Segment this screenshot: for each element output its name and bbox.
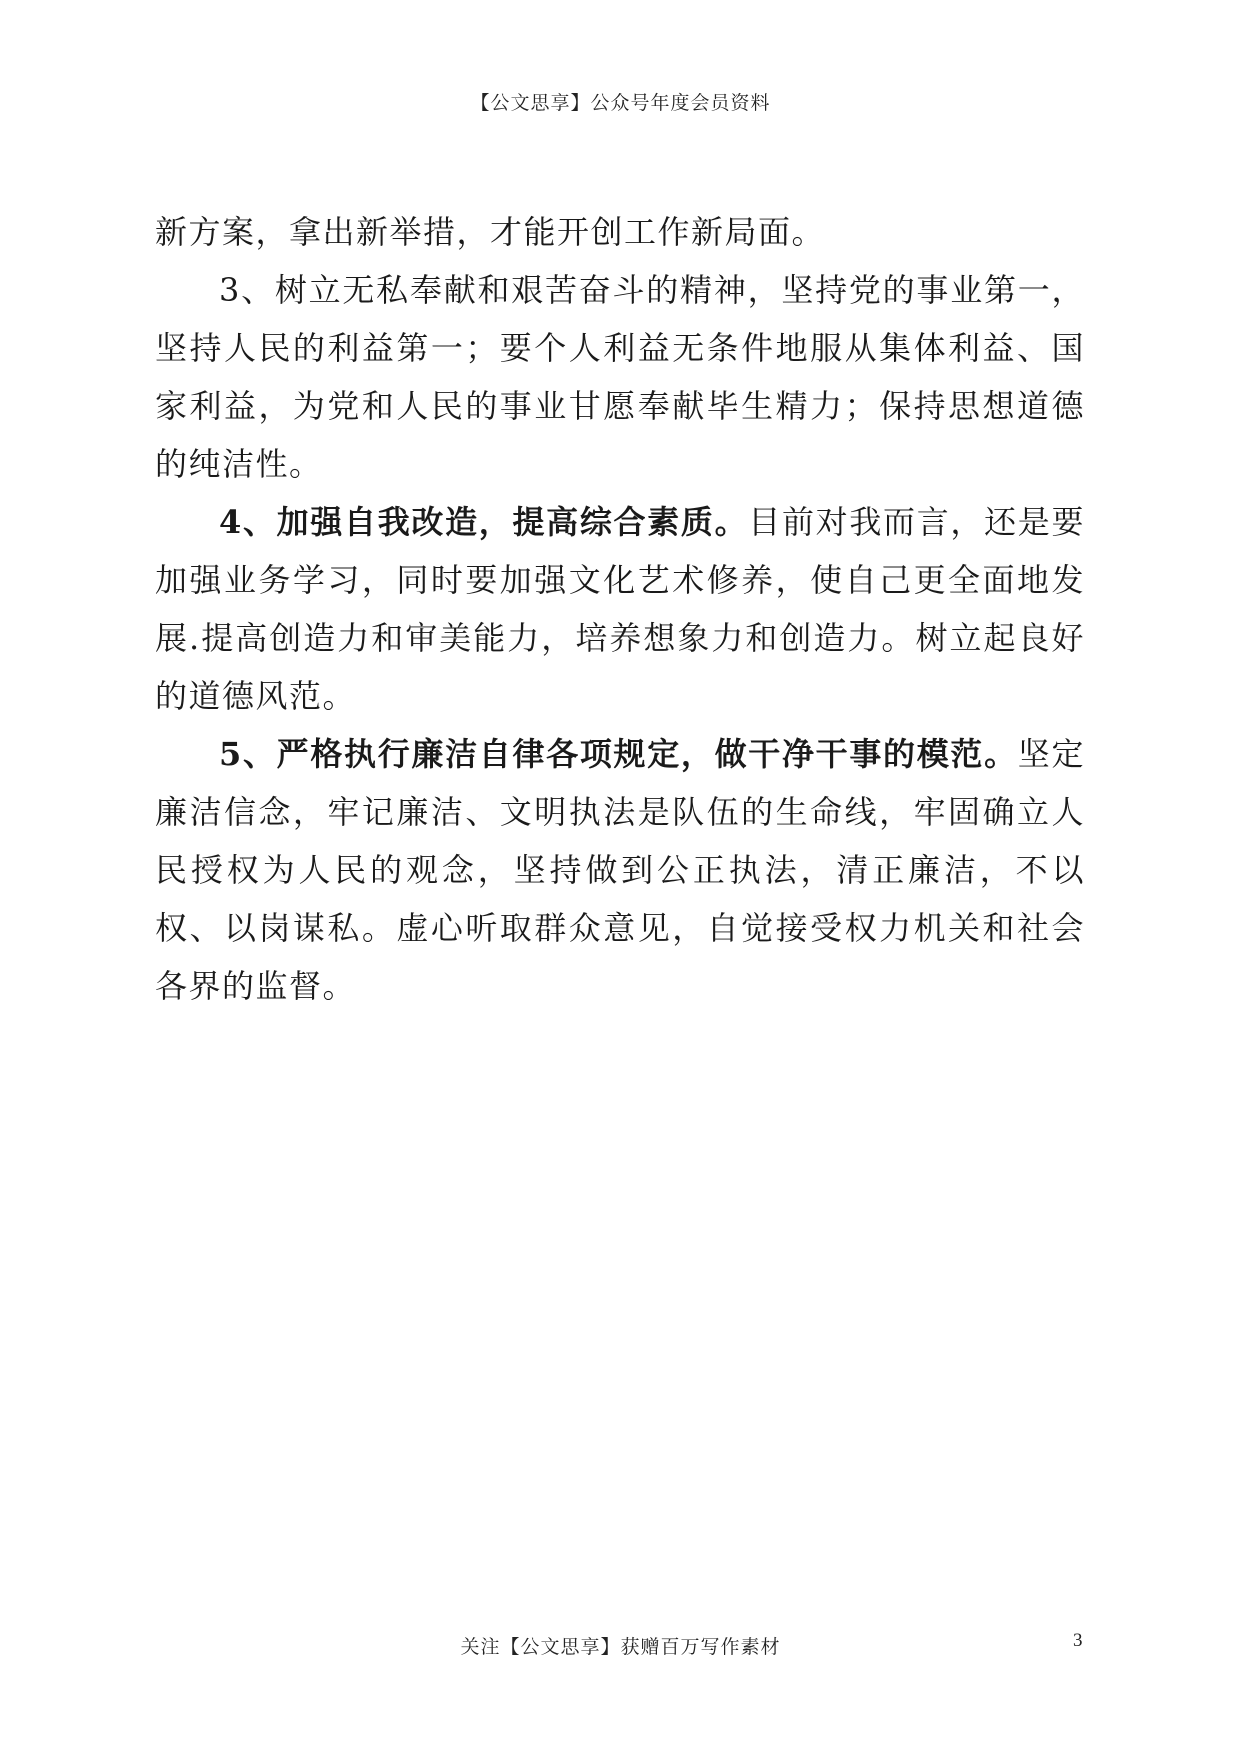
paragraph-text: 坚定廉洁信念，牢记廉洁、文明执法是队伍的生命线，牢固确立人民授权为人民的观念，坚持做到公正执法，清正廉洁，不以权、以岗谋私。虚心听取群众意见，自觉接受权力机关和社会各界的监督。: [155, 735, 1085, 1005]
page-footer: 关注【公文思享】获赠百万写作素材: [460, 1636, 781, 1658]
paragraph-text: 新方案，拿出新举措，才能开创工作新局面。: [155, 213, 826, 251]
paragraph-text: 3、树立无私奉献和艰苦奋斗的精神，坚持党的事业第一，坚持人民的利益第一；要个人利益无条件地服从集体利益、国家利益，为党和人民的事业甘愿奉献毕生精力；保持思想道德的纯洁性。: [155, 271, 1085, 483]
paragraph-item-4: [155, 493, 1085, 725]
paragraph-item-5: [155, 725, 1085, 1015]
paragraph-heading: 5、严格执行廉洁自律各项规定，做干净干事的模范。: [219, 735, 1018, 773]
paragraph-heading: 4、加强自我改造，提高综合素质。: [219, 503, 749, 541]
page-number: 3: [1073, 1630, 1083, 1651]
paragraph-item-3: [155, 261, 1085, 493]
paragraph-text: 目前对我而言，还是要加强业务学习，同时要加强文化艺术修养，使自己更全面地发展.提高创造力和审美能力，培养想象力和创造力。树立起良好的道德风范。: [155, 503, 1085, 715]
paragraph-continuation: [155, 203, 1085, 261]
page-header: 【公文思享】公众号年度会员资料: [470, 92, 771, 114]
body-text: [155, 203, 1085, 1015]
